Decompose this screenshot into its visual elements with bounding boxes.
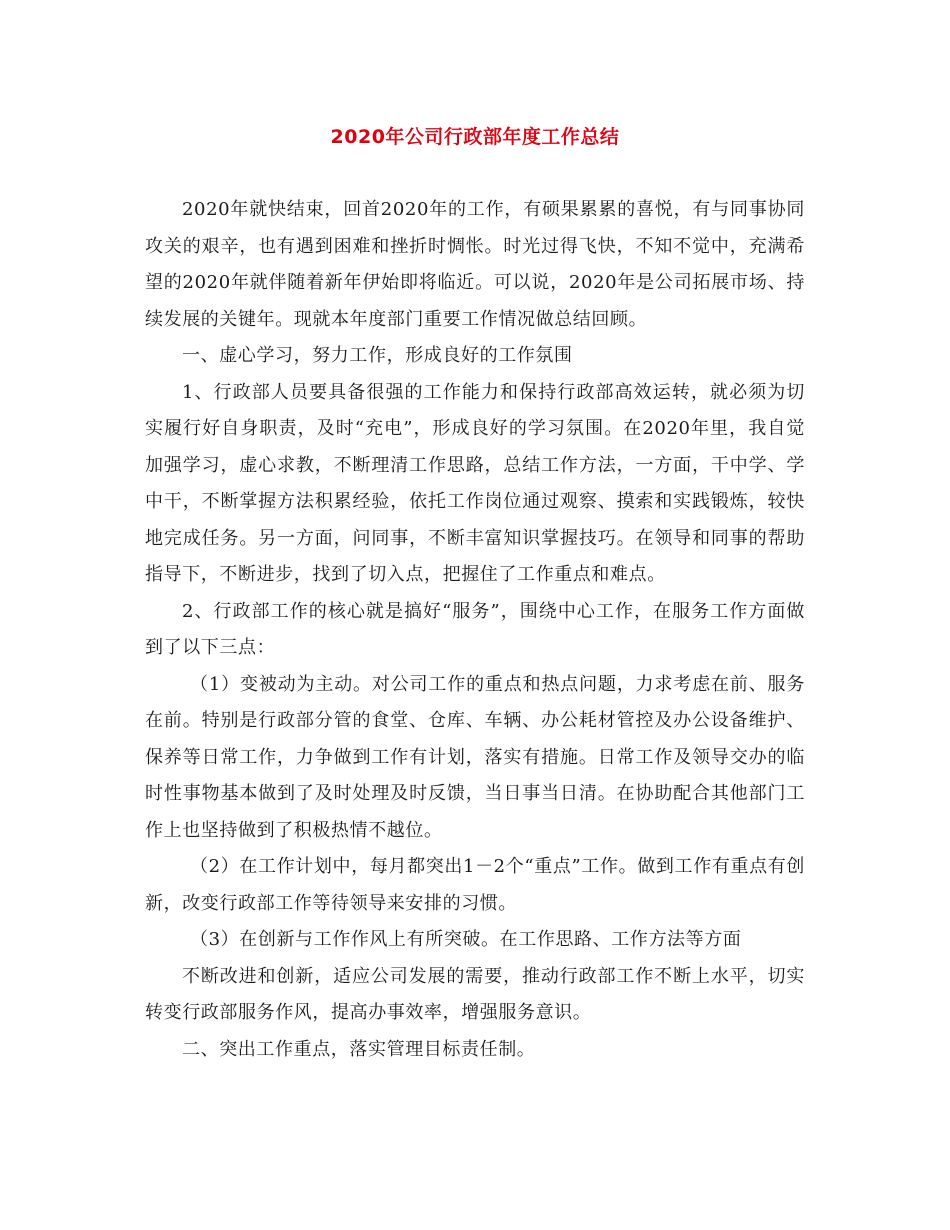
paragraph-subitem-2: （2）在工作计划中，每月都突出1－2个“重点”工作。做到工作有重点有创新，改变行政部工作等待领导来安排的习惯。 [145, 856, 805, 914]
paragraph-item-1: 1、行政部人员要具备很强的工作能力和保持行政部高效运转，就必须为切实履行好自身职责，及时“充电”，形成良好的学习氛围。在2020年里，我自觉加强学习，虚心求教，不断理清工作思路，总结工作方法，一方面，干中学、学中干，不断掌握方法积累经验，依托工作岗位通过观察、摸索和实践锻炼，较快地完成任务。另一方面，问同事，不断丰富知识掌握技巧。在领导和同事的帮助指导下，不断进步，找到了切入点，把握住了工作重点和难点。 [145, 381, 805, 585]
paragraph-intro: 2020年就快结束，回首2020年的工作，有硕果累累的喜悦，有与同事协同攻关的艰辛，也有遇到困难和挫折时惆怅。时光过得飞快，不知不觉中，充满希望的2020年就伴随着新年伊始即将临近。可以说，2020年是公司拓展市场、持续发展的关键年。现就本年度部门重要工作情况做总结回顾。 [145, 199, 805, 330]
section-heading-1: 一、虚心学习，努力工作，形成良好的工作氛围 [182, 345, 573, 366]
paragraph-subitem-3-continued: 不断改进和创新，适应公司发展的需要，推动行政部工作不断上水平，切实转变行政部服务作风，提高办事效率，增强服务意识。 [145, 965, 805, 1023]
paragraph-subitem-3: （3）在创新与工作作风上有所突破。在工作思路、工作方法等方面 [190, 929, 742, 950]
paragraph-item-2: 2、行政部工作的核心就是搞好“服务”，围绕中心工作，在服务工作方面做到了以下三点： [145, 600, 805, 658]
document-title: 2020年公司行政部年度工作总结 [330, 126, 620, 148]
paragraph-subitem-1: （1）变被动为主动。对公司工作的重点和热点问题，力求考虑在前、服务在前。特别是行政部分管的食堂、仓库、车辆、办公耗材管控及办公设备维护、保养等日常工作，力争做到工作有计划，落实有措施。日常工作及领导交办的临时性事物基本做到了及时处理及时反馈，当日事当日清。在协助配合其他部门工作上也坚持做到了积极热情不越位。 [145, 673, 805, 841]
section-heading-2: 二、突出工作重点，落实管理目标责任制。 [182, 1038, 536, 1060]
document-body [145, 192, 805, 1068]
